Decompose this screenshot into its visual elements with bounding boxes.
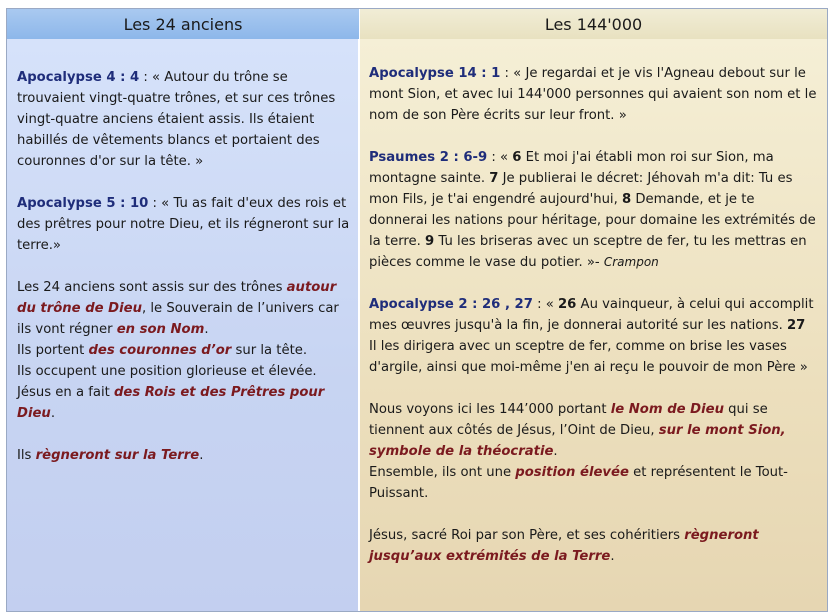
column-header-144000: Les 144'000 — [360, 9, 827, 39]
verse-number: 7 — [489, 171, 499, 186]
verse-text: : « Autour du trône se trouvaient vingt-quatre trônes, et sur ces trônes vingt-quatre anciens étaient assis. Ils étaient habillés de vêtements blancs et portaient des couronnes d'or sur la tête. » — [17, 70, 336, 169]
column-24-anciens — [7, 39, 360, 611]
conclusion-144000: Jésus, sacré Roi par son Père, et ses cohéritiers règneront jusqu’aux extrémités de la Terre. — [369, 528, 759, 564]
conclusion-anciens: Ils règneront sur la Terre. — [17, 448, 204, 463]
verse-reference: Apocalypse 14 : 1 — [369, 66, 501, 81]
verse-number: 6 — [512, 150, 522, 165]
verse-text: : « Je regardai et je vis l'Agneau debout sur le mont Sion, et avec lui 144'000 personnes qui avaient son nom et le nom de son Père écrits sur leur front. » — [369, 66, 817, 123]
commentary-144000: Nous voyons ici les 144’000 portant le Nom de Dieu qui se tiennent aux côtés de Jésus, l’Oint de Dieu, sur le mont Sion, symbole de la théocratie. Ensemble, ils ont une position élevée et représentent le Tout-Puissant. — [369, 402, 788, 501]
verse-apocalypse-4-4 — [17, 67, 350, 172]
verse-reference: Apocalypse 4 : 4 — [17, 70, 140, 85]
commentary-anciens: Les 24 anciens sont assis sur des trônes autour du trône de Dieu, le Souverain de l’univers car ils vont régner en son Nom. Ils portent des couronnes d’or sur la tête. Ils occupent une position glorieuse et élevée. Jésus en a fait des Rois et des Prêtres pour Dieu. — [17, 280, 339, 421]
citation-source: Crampon — [603, 255, 659, 269]
emphasis: sur le mont Sion, symbole de la théocratie — [369, 423, 786, 459]
verse-apocalypse-2-26-27: Apocalypse 2 : 26 , 27 : « 26 Au vainqueur, à celui qui accomplit mes œuvres jusqu'à la fin, je donnerai autorité sur les nations. 27 Il les dirigera avec un sceptre de fer, comme on brise les vases d'argile, ainsi que moi-même j'en ai reçu le pouvoir de mon Père » — [369, 297, 814, 375]
emphasis: le Nom de Dieu — [610, 402, 724, 417]
verse-number: 26 — [558, 297, 577, 312]
verse-number: 27 — [786, 318, 806, 333]
verse-reference: Apocalypse 2 : 26 , 27 — [369, 297, 533, 312]
verse-reference: Apocalypse 5 : 10 — [17, 196, 149, 211]
emphasis: des couronnes d’or — [88, 343, 232, 358]
emphasis: règneront jusqu’aux extrémités de la Terre — [369, 528, 759, 564]
emphasis: des Rois et des Prêtres pour Dieu — [17, 385, 325, 421]
column-144000 — [360, 39, 827, 611]
verse-apocalypse-5-10 — [17, 193, 350, 256]
emphasis: autour du trône de Dieu — [17, 280, 337, 316]
verse-apocalypse-14-1 — [369, 63, 817, 126]
emphasis: règneront sur la Terre — [35, 448, 200, 463]
emphasis: position élevée — [515, 465, 629, 480]
comparison-table — [6, 8, 828, 612]
verse-psaumes-2-6-9: Psaumes 2 : 6-9 : « 6 Et moi j'ai établi mon roi sur Sion, ma montagne sainte. 7 Je publierai le décret: Jéhovah m'a dit: Tu es mon Fils, je t'ai engendré aujourd'hui, 8 Demande, et je te donnerai les nations pour héritage, pour domaine les extrémités de la terre. 9 Tu les briseras avec un sceptre de fer, tu les mettras en pièces comme le vase du potier. »- Crampon — [369, 150, 816, 270]
column-header-24-anciens: Les 24 anciens — [7, 9, 360, 39]
verse-number: 8 — [621, 192, 632, 207]
verse-reference: Psaumes 2 : 6-9 — [369, 150, 488, 165]
verse-number: 9 — [425, 234, 435, 249]
emphasis: en son Nom — [116, 322, 205, 337]
verse-text: : « Tu as fait d'eux des rois et des prêtres pour notre Dieu, et ils régneront sur la terre.» — [17, 196, 350, 253]
